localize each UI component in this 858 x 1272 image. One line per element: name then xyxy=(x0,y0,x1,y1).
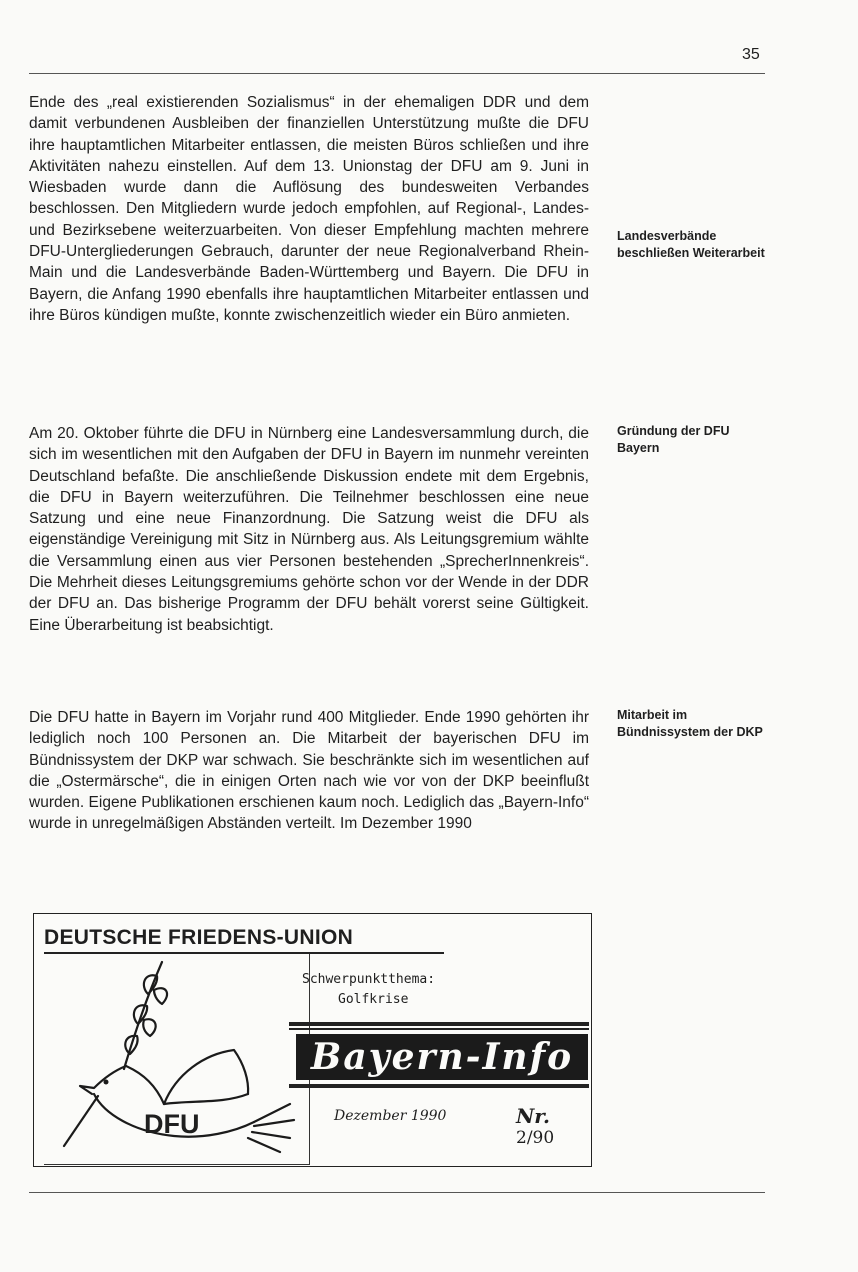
body-paragraph-3: Die DFU hatte in Bayern im Vorjahr rund 400 Mitglieder. Ende 1990 gehörten ihr lediglich noch 100 Personen an. Die Mitarbeit der bayerischen DFU im Bündnissystem der DKP war schwach. Sie beschränkte sich im wesentlichen auf die „Ostermärsche“, die in einigen Orten nach wie vor von der DKP beeinflußt wurden. Eigene Publikationen erschienen kaum noch. Lediglich das „Bayern-Info“ wurde in unregelmäßigen Abständen verteilt. Im Dezember 1990 xyxy=(29,709,589,833)
masthead-rule-bottom xyxy=(289,1084,589,1088)
margin-note-3: Mitarbeit im Bündnissystem der DKP xyxy=(617,708,763,739)
figure-header: DEUTSCHE FRIEDENS-UNION xyxy=(44,926,354,949)
masthead-rule-top xyxy=(289,1022,589,1026)
topic-label: Schwerpunktthema: xyxy=(302,972,436,987)
header-rule xyxy=(29,73,765,74)
bayern-info-figure xyxy=(33,913,592,1167)
issue-prefix: Nr. xyxy=(516,1104,550,1128)
publication-masthead: Bayern-Info xyxy=(296,1034,588,1080)
issue-number xyxy=(516,1104,591,1148)
body-paragraph-1: Ende des „real existierenden Sozialismus“ in der ehemaligen DDR und dem damit verbundenen Ausbleiben der finanziellen Unterstützung mußte die DFU ihre hauptamtlichen Mitarbeiter entlassen, die meisten Büros schließen und ihre Aktivitäten nahezu einstellen. Auf dem 13. Unionstag der DFU am 9. Juni in Wiesbaden wurde dann die Auflösung des bundesweiten Verbandes beschlossen. Den Mitgliedern wurde jedoch empfohlen, auf Regional-, Landes- und Bezirksebene weiterzuarbeiten. Von dieser Empfehlung machten mehrere DFU-Untergliederungen Gebrauch, darunter der neue Regionalverband Rhein-Main und die Landesverbände Baden-Württemberg und Bayern. Die DFU in Bayern, die Anfang 1990 ebenfalls ihre hauptamtlichen Mitarbeiter entlassen und ihre Büros kündigen mußte, konnte zwischenzeitlich wieder ein Büro anmieten. xyxy=(29,94,589,324)
dfu-logo-panel xyxy=(44,954,310,1165)
masthead-rule-top-thin xyxy=(289,1028,589,1030)
footer-rule xyxy=(29,1192,765,1193)
page-number: 35 xyxy=(742,46,760,63)
body-paragraph-2: Am 20. Oktober führte die DFU in Nürnberg eine Landesversammlung durch, die sich im wesentlichen mit den Aufgaben der DFU in Bayern im nunmehr vereinten Deutschland befaßte. Die anschließende Diskussion endete mit dem Ergebnis, die DFU in Bayern weiterzuführen. Die Teilnehmer beschlossen eine neue Satzung und eine neue Finanzordnung. Die Satzung weist die DFU als eigenständige Vereinigung mit Sitz in Nürnberg aus. Als Leitungsgremium wählte die Versammlung einen aus vier Personen bestehenden „SprecherInnenkreis“. Die Mehrheit dieses Leitungsgremiums gehörte schon vor der Wende in der DDR der DFU an. Das bisherige Programm der DFU behält vorerst seine Gültigkeit. Eine Überarbeitung ist beabsichtigt. xyxy=(29,425,589,634)
issue-date: Dezember 1990 xyxy=(334,1108,447,1124)
dfu-logo-text: DFU xyxy=(144,1109,200,1139)
margin-note-1: Landesverbände beschließen Weiterarbeit xyxy=(617,229,765,260)
topic-value: Golfkrise xyxy=(338,992,409,1007)
issue-value: 2/90 xyxy=(516,1128,555,1148)
margin-note-2: Gründung der DFU Bayern xyxy=(617,424,730,455)
